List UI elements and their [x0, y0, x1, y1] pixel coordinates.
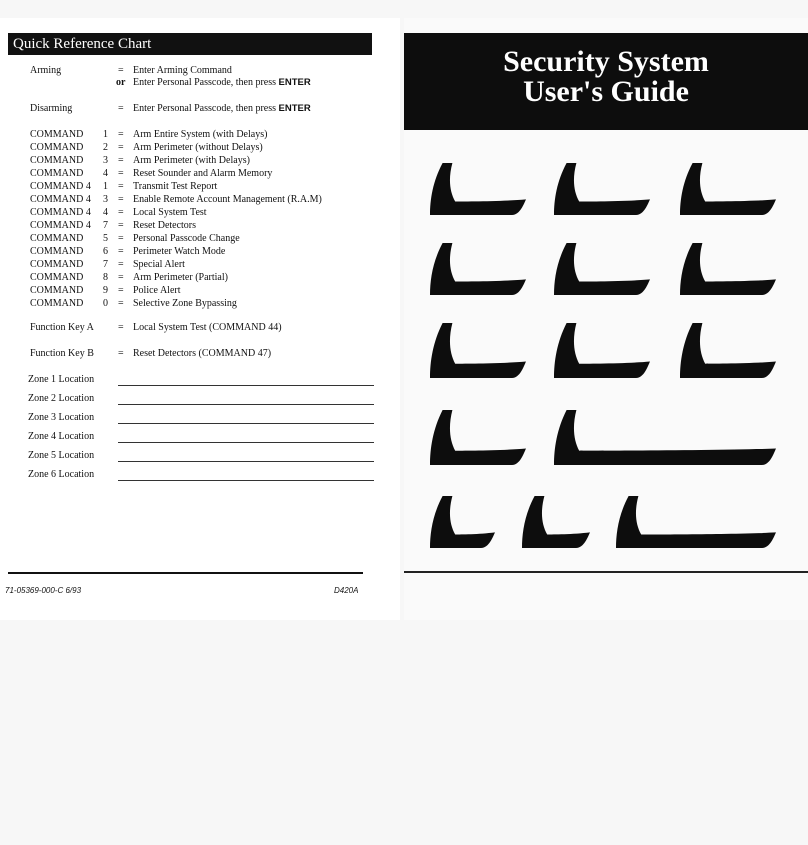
- command-equals: =: [118, 142, 124, 153]
- logo-swoosh-path: [554, 323, 650, 378]
- command-number: 3: [103, 155, 108, 166]
- command-equals: =: [118, 155, 124, 166]
- command-equals: =: [118, 272, 124, 283]
- logo-swoosh-shape: [680, 243, 776, 295]
- footer-rule: [8, 572, 363, 574]
- zone-label: Zone 1 Location: [28, 374, 95, 385]
- quick-reference-header: Quick Reference Chart: [8, 33, 372, 55]
- model-number: D420A: [334, 586, 359, 595]
- command-description: Enable Remote Account Management (R.A.M): [133, 194, 322, 205]
- command-number: 1: [103, 181, 108, 192]
- logo-swoosh-path: [430, 496, 495, 548]
- command-number: 8: [103, 272, 108, 283]
- logo-swoosh-path: [680, 323, 776, 378]
- zone-row: [28, 411, 94, 425]
- command-number: 9: [103, 285, 108, 296]
- logo-swoosh-shape: [554, 163, 650, 215]
- quick-reference-page: [0, 18, 400, 620]
- zone-row: [28, 373, 94, 387]
- disarming-text: Enter Personal Passcode, then press: [133, 103, 277, 114]
- command-label: COMMAND: [30, 142, 84, 153]
- logo-swoosh-path: [680, 243, 776, 295]
- command-equals: =: [118, 168, 124, 179]
- command-label: COMMAND: [30, 233, 84, 244]
- function-key-description: Local System Test (COMMAND 44): [133, 322, 282, 333]
- cover-page: [404, 18, 808, 620]
- function-key-description: Reset Detectors (COMMAND 47): [133, 348, 272, 359]
- command-equals: =: [118, 207, 124, 218]
- command-label: COMMAND: [30, 129, 84, 140]
- logo-swoosh-path: [430, 410, 526, 465]
- zone-label: Zone 6 Location: [28, 469, 95, 480]
- logo-swoosh-shape: [616, 496, 776, 548]
- zone-row: [28, 392, 94, 406]
- command-description: Personal Passcode Change: [133, 233, 240, 244]
- command-label: COMMAND 4: [30, 207, 91, 218]
- command-number: 1: [103, 129, 108, 140]
- command-label: COMMAND: [30, 246, 84, 257]
- arming-label: Arming: [30, 65, 62, 76]
- command-description: Selective Zone Bypassing: [133, 298, 237, 309]
- zone-write-in-line: [118, 461, 374, 462]
- command-equals: =: [118, 129, 124, 140]
- command-description: Reset Detectors: [133, 220, 197, 231]
- command-number: 4: [103, 168, 108, 179]
- logo-swoosh-shape: [554, 410, 776, 465]
- logo-swoosh-path: [522, 496, 590, 548]
- logo-swoosh-path: [680, 163, 776, 215]
- arming-text: Enter Arming Command: [133, 65, 232, 76]
- logo-swoosh-shape: [554, 243, 650, 295]
- command-description: Special Alert: [133, 259, 185, 270]
- logo-swoosh-path: [430, 243, 526, 295]
- command-number: 3: [103, 194, 108, 205]
- logo-swoosh-path: [554, 163, 650, 215]
- zone-row: [28, 468, 94, 482]
- zone-write-in-line: [118, 404, 374, 405]
- arming-or: or: [116, 77, 126, 88]
- command-description: Arm Entire System (with Delays): [133, 129, 268, 140]
- cover-bottom-rule: [404, 571, 808, 573]
- logo-swoosh-path: [554, 243, 650, 295]
- disarming-enter-key: ENTER: [278, 103, 311, 114]
- logo-swoosh-shape: [522, 496, 590, 548]
- function-key-equals: =: [118, 348, 124, 359]
- command-label: COMMAND 4: [30, 181, 91, 192]
- zone-label: Zone 3 Location: [28, 412, 95, 423]
- command-number: 6: [103, 246, 108, 257]
- logo-swoosh-path: [616, 496, 776, 548]
- command-equals: =: [118, 181, 124, 192]
- command-label: COMMAND: [30, 298, 84, 309]
- command-number: 7: [103, 259, 108, 270]
- arming-equals: =: [118, 65, 124, 76]
- logo-swoosh-shape: [554, 323, 650, 378]
- command-label: COMMAND: [30, 285, 84, 296]
- command-label: COMMAND: [30, 272, 84, 283]
- logo-swoosh-shape: [430, 323, 526, 378]
- command-equals: =: [118, 246, 124, 257]
- command-label: COMMAND: [30, 155, 84, 166]
- logo-swoosh-path: [430, 323, 526, 378]
- function-key-label: Function Key A: [30, 322, 94, 333]
- arming-alt-text: Enter Personal Passcode, then press: [133, 77, 277, 88]
- logo-swoosh-shape: [680, 323, 776, 378]
- part-number: 71-05369-000-C 6/93: [5, 586, 82, 595]
- zone-label: Zone 2 Location: [28, 393, 95, 404]
- command-description: Reset Sounder and Alarm Memory: [133, 168, 273, 179]
- function-key-label: Function Key B: [30, 348, 94, 359]
- command-description: Police Alert: [133, 285, 181, 296]
- command-number: 2: [103, 142, 108, 153]
- zone-label: Zone 4 Location: [28, 431, 95, 442]
- command-description: Arm Perimeter (Partial): [133, 272, 228, 283]
- zone-write-in-line: [118, 423, 374, 424]
- command-description: Arm Perimeter (without Delays): [133, 142, 263, 153]
- logo-swoosh-shape: [430, 163, 526, 215]
- command-label: COMMAND 4: [30, 194, 91, 205]
- command-description: Local System Test: [133, 207, 207, 218]
- command-description: Transmit Test Report: [133, 181, 218, 192]
- command-equals: =: [118, 298, 124, 309]
- command-label: COMMAND: [30, 259, 84, 270]
- command-equals: =: [118, 259, 124, 270]
- command-number: 7: [103, 220, 108, 231]
- logo-swoosh-path: [554, 410, 776, 465]
- zone-write-in-line: [118, 480, 374, 481]
- command-equals: =: [118, 220, 124, 231]
- cover-title-line1: Security System: [503, 45, 709, 78]
- zone-write-in-line: [118, 385, 374, 386]
- zone-write-in-line: [118, 442, 374, 443]
- disarming-equals: =: [118, 103, 124, 114]
- logo-swoosh-shape: [430, 410, 526, 465]
- cover-title-line2: User's Guide: [523, 75, 689, 108]
- command-equals: =: [118, 233, 124, 244]
- disarming-label: Disarming: [30, 103, 73, 114]
- arming-enter-key: ENTER: [278, 77, 311, 88]
- command-equals: =: [118, 285, 124, 296]
- arming-alt-desc: [133, 76, 311, 89]
- cover-title-banner: [404, 33, 808, 130]
- logo-swoosh-path: [430, 163, 526, 215]
- function-key-equals: =: [118, 322, 124, 333]
- disarming-desc: [133, 102, 311, 115]
- command-description: Perimeter Watch Mode: [133, 246, 226, 257]
- command-number: 0: [103, 298, 108, 309]
- command-number: 4: [103, 207, 108, 218]
- command-number: 5: [103, 233, 108, 244]
- zone-row: [28, 449, 94, 463]
- command-label: COMMAND 4: [30, 220, 91, 231]
- logo-swoosh-shape: [430, 496, 495, 548]
- zone-label: Zone 5 Location: [28, 450, 95, 461]
- command-description: Arm Perimeter (with Delays): [133, 155, 250, 166]
- zone-row: [28, 430, 94, 444]
- logo-swoosh-shape: [680, 163, 776, 215]
- command-equals: =: [118, 194, 124, 205]
- command-label: COMMAND: [30, 168, 84, 179]
- logo-swoosh-shape: [430, 243, 526, 295]
